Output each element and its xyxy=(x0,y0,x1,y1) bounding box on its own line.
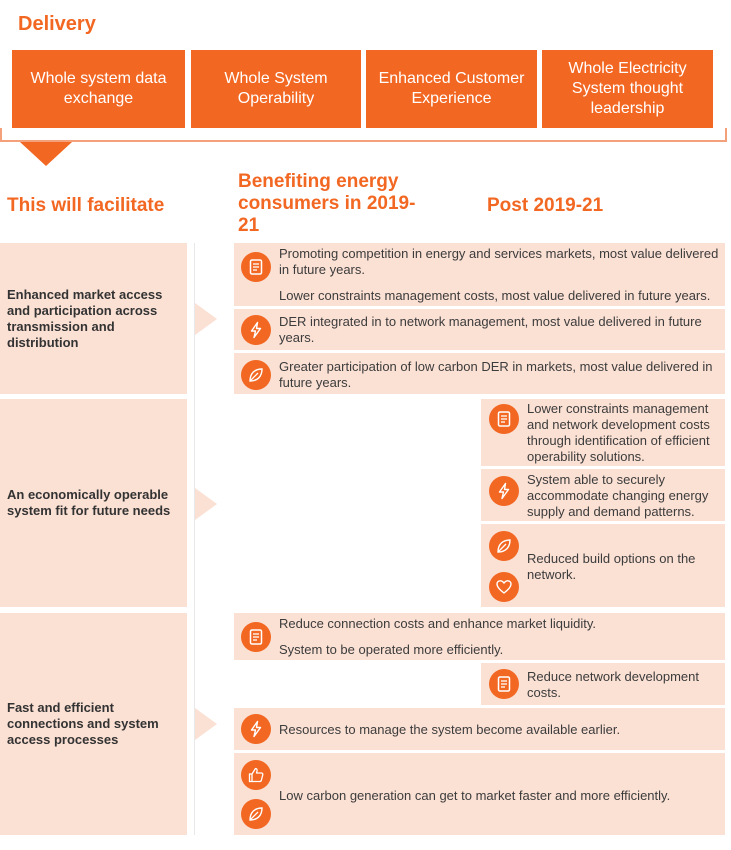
heart-icon xyxy=(489,572,519,602)
column-divider xyxy=(194,243,195,835)
row-arrow xyxy=(195,488,217,520)
delivery-box-operability: Whole System Operability xyxy=(191,50,361,128)
benefit-text: Low carbon generation can get to market faster and more efficiently. xyxy=(279,788,671,803)
row-arrow xyxy=(195,303,217,335)
document-icon xyxy=(241,622,271,652)
header-benefiting: Benefiting energy consumers in 2019-21 xyxy=(238,171,416,236)
leaf-icon xyxy=(489,531,519,561)
delivery-box-thought-leadership: Whole Electricity System thought leadership xyxy=(542,50,713,128)
lightning-icon xyxy=(241,714,271,744)
header-post: Post 2019-21 xyxy=(487,195,604,216)
row-arrow xyxy=(195,708,217,740)
delivery-bracket xyxy=(0,128,727,142)
row-label-connections xyxy=(0,613,187,835)
benefit-text: Greater participation of low carbon DER in markets, most value delivered in future years. xyxy=(279,359,713,390)
row-label-text: Fast and efficient connections and system access processes xyxy=(7,700,159,747)
row-label-market-access xyxy=(0,243,187,394)
benefit-text: System to be operated more efficiently. xyxy=(279,642,504,657)
document-icon xyxy=(241,252,271,282)
document-icon xyxy=(489,404,519,434)
lightning-icon xyxy=(489,476,519,506)
leaf-icon xyxy=(241,799,271,829)
benefit-text: Resources to manage the system become available earlier. xyxy=(279,722,621,737)
benefit-text: Lower constraints management and network development costs through identification of efficient operability solutions. xyxy=(527,401,710,464)
delivery-box-data-exchange: Whole system data exchange xyxy=(12,50,185,128)
header-facilitate: This will facilitate xyxy=(7,195,165,216)
benefit-text: Promoting competition in energy and services markets, most value delivered in future years. xyxy=(279,246,719,277)
thumbs-up-icon xyxy=(241,760,271,790)
delivery-box-customer-experience: Enhanced Customer Experience xyxy=(366,50,537,128)
delivery-pointer xyxy=(20,142,72,166)
row-label-text: An economically operable system fit for future needs xyxy=(7,487,171,518)
leaf-icon xyxy=(241,360,271,390)
benefit-text: Reduce connection costs and enhance market liquidity. xyxy=(279,616,597,631)
benefit-text: System able to securely accommodate changing energy supply and demand patterns. xyxy=(527,472,709,519)
row-label-text: Enhanced market access and participation across transmission and distribution xyxy=(7,286,163,350)
document-icon xyxy=(489,669,519,699)
benefit-text: Lower constraints management costs, most value delivered in future years. xyxy=(279,288,711,303)
benefit-text: DER integrated in to network management, most value delivered in future years. xyxy=(279,314,702,345)
benefit-text: Reduced build options on the network. xyxy=(527,551,696,582)
benefit-text: Reduce network development costs. xyxy=(527,669,699,700)
delivery-title: Delivery xyxy=(18,13,96,35)
row-label-operable-system xyxy=(0,399,187,607)
lightning-icon xyxy=(241,315,271,345)
